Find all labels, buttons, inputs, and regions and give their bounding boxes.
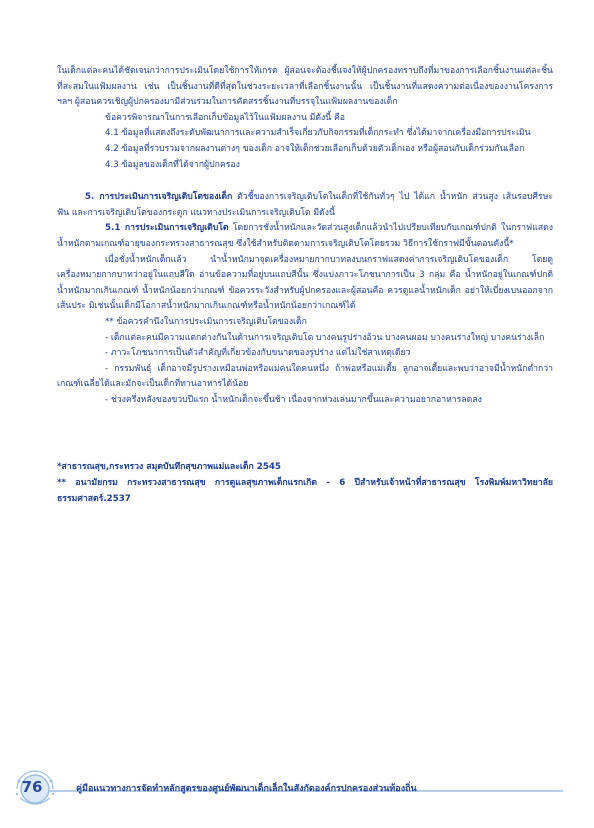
bullet-individual-differences: - เด็กแต่ละคนมีความแตกต่างกันในด้านการเจริญเติบโต บางคนรูปร่างอ้วน บางคนผอม บางคนร่างใหญ่ บางคนร่างเล็ก (105, 332, 545, 343)
section-5-paragraph (57, 190, 553, 221)
section-5-text: ตัวชี้ของการเจริญเติบโตในเด็กที่ใช้กันทั่วๆ ไป ได้แก่ น้ำหนัก ส่วนสูง เส้นรอบศีรษะ ฟัน และการเจริญเติบโตของกระดูก แนวทางประเมินการเจริญเติบโต มีดังนี้ (57, 192, 553, 218)
paragraph-portfolio-selection: ในเด็กแต่ละคนได้ชัดเจนกว่าการประเมินโดยใช้การให้เกรด ผู้สอนจะต้องชี้แจงให้ผู้ปกครองทราบถึงที่มาของการเลือกชิ้นงานแต่ละชิ้นที่สะสมในแฟ้มผลงาน เช่น เป็นชิ้นงานที่ดีที่สุดในช่วงระยะเวลาที่เลือกชิ้นงานนั้น เป็นชิ้นงานที่แสดงความต่อเนื่องของงานโครงการ ฯลฯ ผู้สอนควรเชิญผู้ปกครองมามีส่วนร่วมในการคัดสรรชิ้นงานที่บรรจุในแฟ้มผลงานของเด็ก (57, 66, 553, 108)
paragraph-considerations: ข้อควรพิจารณาในการเลือกเก็บข้อมูลไว้ในแฟ้มผลงาน มีดังนี้ คือ (105, 112, 345, 123)
reference-2: ** อนามัยกรม กระทรวงสาธารณสุข การดูแลสุขภาพเด็กแรกเกิด - 6 ปีสำหรับเจ้าหน้าที่สาธารณสุข โรงพิมพ์มหาวิทยาลัยธรรมศาสตร์.2537 (57, 478, 553, 504)
bullet-nutrition: - ภาวะโภชนาการเป็นตัวสำคัญที่เกี่ยวข้องกับขนาดของรูปร่าง แต่ไม่ใช่สาเหตุเดียว (105, 348, 411, 359)
page-number: 76 (21, 778, 43, 796)
bullet-heredity: - กรรมพันธุ์ เด็กอาจมีรูปร่างเหมือนพ่อหรือแม่คนใดคนหนึ่ง ถ้าพ่อหรือแม่เตี้ย ลูกอาจเตี้ยและพบว่าอาจมีน้ำหนักต่ำกว่าเกณฑ์เฉลี่ยได้และมักจะเป็นเด็กที่ทานอาหารได้น้อย (57, 363, 553, 390)
section-5-1-text: โดยการชั่งน้ำหนักและวัดส่วนสูงเด็กแล้วนำไปเปรียบเทียบกับเกณฑ์ปกติ ในกราฟแสดงน้ำหนักตามเกณฑ์อายุของกระทรวงสาธารณสุข ซึ่งใช้สำหรับติดตามการเจริญเติบโตโดยรวม วิธีการใช้กราฟมีขั้นตอนดังนี้* (57, 223, 553, 249)
bullet-second-half-year: - ช่วงครึ่งหลังของขวบปีแรก น้ำหนักเด็กจะขึ้นช้า เนื่องจากห่วงเล่นมากขึ้นและความอยากอาหารลดลง (105, 394, 482, 405)
spacer (57, 173, 553, 190)
item-4-1: 4.1 ข้อมูลที่แสดงถึงระดับพัฒนาการและความสำเร็จเกี่ยวกับกิจกรรมที่เด็กกระทำ ซึ่งได้มาจากเครื่องมือการประเมิน (105, 128, 531, 139)
section-5-1-paragraph (57, 221, 553, 252)
considerations-heading: ** ข้อควรคำนึงในการประเมินการเจริญเติบโตของเด็ก (105, 316, 307, 327)
spacer (57, 408, 553, 460)
section-5-heading: 5. การประเมินการเจริญเติบโตของเด็ก (85, 192, 233, 203)
reference-1: *สาธารณสุข,กระทรวง สมุดบันทึกสุขภาพแม่และเด็ก 2545 (57, 462, 281, 473)
running-footer-title: คู่มือแนวทางการจัดทำหลักสูตรของศูนย์พัฒนาเด็กเล็กในสังกัดองค์กรปกครองส่วนท้องถิ่น (76, 784, 417, 794)
section-5-1-heading: 5.1 การประเมินการเจริญเติบโต (105, 223, 229, 234)
page-content (57, 64, 553, 507)
item-4-2: 4.2 ข้อมูลที่รวบรวมจากผลงานต่างๆ ของเด็ก อาจให้เด็กช่วยเลือกเก็บด้วยตัวเด็กเอง หรือผู้สอนกับเด็กร่วมกันเลือก (105, 143, 525, 154)
item-4-3: 4.3 ข้อมูลของเด็กที่ได้จากผู้ปกครอง (105, 159, 240, 170)
paragraph-growth-chart: เมื่อชั่งน้ำหนักเด็กแล้ว นำน้ำหนักมาจุดเครื่องหมายกากบาทลงบนกราฟแสดงค่าการเจริญเติบโตของเด็ก โดยดูเครื่องหมายกากบาทว่าอยู่ในแถบสีใด อ่านข้อความที่อยู่บนแถบสีนั้น ซึ่งแบ่งภาวะโภชนาการเป็น 3 กลุ่ม คือ น้ำหนักอยู่ในเกณฑ์ปกติ น้ำหนักมากเกินเกณฑ์ น้ำหนักน้อยกว่าเกณฑ์ ข้อควรระวังสำหรับผู้ปกครองและผู้สอนคือ ควรดูแลน้ำหนักเด็ก อย่าให้เบี่ยงเบนออกจากเส้นประ มิเช่นนั้นเด็กมีโอกาสน้ำหนักมากเกินเกณฑ์หรือน้ำหนักน้อยกว่าเกณฑ์ได้ (57, 254, 553, 312)
